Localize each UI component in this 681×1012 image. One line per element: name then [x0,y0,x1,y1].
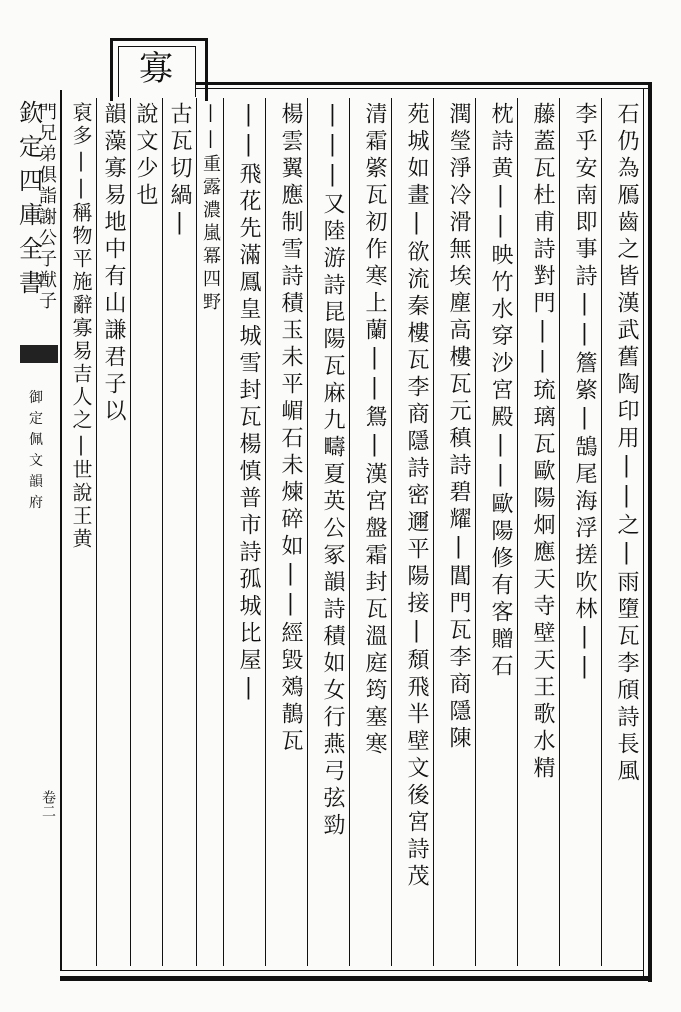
column-text: 清霜綮瓦初作寒上蘭||鴛|漢宮盤霜封瓦溫庭筠塞寒 [362,102,387,759]
text-column-14 [96,98,131,966]
column-text: ||飛花先滿鳳皇城雪封瓦楊慎普市詩孤城比屋| [236,102,261,705]
column-text: 楊雲翼應制雪詩積玉未平嵋石未煉碎如||經毀鵁鶄瓦 [278,102,303,756]
column-text: ||重露濃嵐冪四野 [200,102,221,315]
text-column-9 [265,98,308,966]
text-column-8 [307,98,350,966]
column-text: 枕詩黄||映竹水穿沙宮殿||歐陽修有客贈石 [488,102,513,681]
text-column-1 [601,98,644,966]
text-column-12 [162,98,197,966]
column-text: 潤瑩淨冷滑無埃塵高樓瓦元稹詩碧耀|閶門瓦李商隱陳 [446,102,471,753]
frame-right-rule [648,82,652,982]
text-column-6 [391,98,434,966]
column-text: 裒多||稱物平施辭寡易吉人之|世說王黄 [69,102,93,551]
frame-bottom-rule [60,976,652,981]
column-text: 李乎安南即事詩||簷綮|鵠尾海浮搓吹林|| [572,102,597,684]
rhyme-heading: 寡 [139,49,173,89]
text-column-2 [559,98,602,966]
text-column-11 [196,98,224,966]
text-column-7 [349,98,392,966]
column-text: 古瓦切緺| [167,102,192,240]
text-column-3 [517,98,560,966]
frame-top-inner-rule [196,88,652,89]
margin-page-number: 卷二 [40,790,56,818]
frame-top-rule [196,82,652,85]
margin-book-title: 御定佩文韻府 [29,390,43,511]
text-column-10 [223,98,266,966]
column-text: 石仍為鴈齒之皆漢武舊陶印用||之|雨墮瓦李頎詩長風 [614,102,639,786]
column-text: 說文少也 [133,102,158,210]
text-column-5 [433,98,476,966]
text-column-4 [475,98,518,966]
frame-bottom-inner-rule [60,970,644,971]
column-text: 門兄弟俱詣謝公子猷子 [36,102,57,312]
margin-library-title: 欽定四庫全書 [19,99,43,297]
column-text: 韻藻寡易地中有山謙君子以 [101,102,126,426]
column-text: 藤蓋瓦杜甫詩對門||琉璃瓦歐陽炯應天寺壁天王歌水精 [530,102,555,783]
text-column-13 [130,98,163,966]
column-text: 苑城如畫|欲流秦樓瓦李商隱詩密邇平陽接|頹飛半壁文後宮詩茂 [404,102,429,891]
text-column-15 [63,98,97,966]
column-text: |||又陸游詩昆陽瓦麻九疇夏英公冢韻詩積如女行燕弓弦勁 [320,102,345,840]
